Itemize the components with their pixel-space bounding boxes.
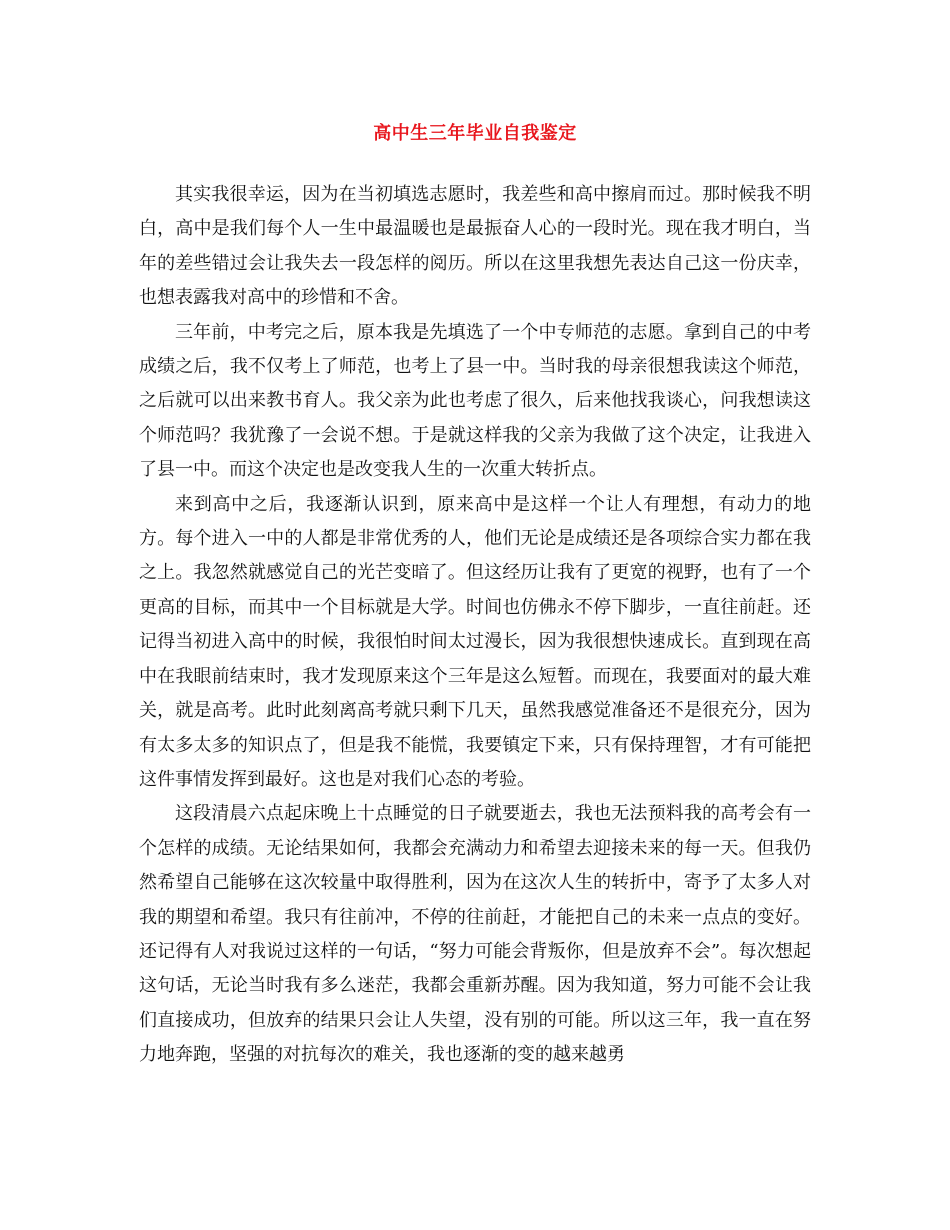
paragraph-2: 三年前，中考完之后，原本我是先填选了一个中专师范的志愿。拿到自己的中考成绩之后，我不仅考上了师范，也考上了县一中。当时我的母亲很想我读这个师范，之后就可以出来教书育人。我父亲为此也考虑了很久，后来他找我谈心，问我想读这个师范吗？我犹豫了一会说不想。于是就这样我的父亲为我做了这个决定，让我进入了县一中。而这个决定也是改变我人生的一次重大转折点。 — [139, 321, 811, 481]
document-title: 高中生三年毕业自我鉴定 — [373, 123, 577, 144]
paragraph-3: 来到高中之后，我逐渐认识到，原来高中是这样一个让人有理想，有动力的地方。每个进入一中的人都是非常优秀的人，他们无论是成绩还是各项综合实力都在我之上。我忽然就感觉自己的光芒变暗了。但这经历让我有了更宽的视野，也有了一个更高的目标，而其中一个目标就是大学。时间也仿佛永不停下脚步，一直往前赶。还记得当初进入高中的时候，我很怕时间太过漫长，因为我很想快速成长。直到现在高中在我眼前结束时，我才发现原来这个三年是这么短暂。而现在，我要面对的最大难关，就是高考。此时此刻离高考就只剩下几天，虽然我感觉准备还不是很充分，因为有太多太多的知识点了，但是我不能慌，我要镇定下来，只有保持理智，才有可能把这件事情发挥到最好。这也是对我们心态的考验。 — [139, 493, 811, 790]
paragraph-1: 其实我很幸运，因为在当初填选志愿时，我差些和高中擦肩而过。那时候我不明白，高中是我们每个人一生中最温暖也是最振奋人心的一段时光。现在我才明白，当年的差些错过会让我失去一段怎样的阅历。所以在这里我想先表达自己这一份庆幸，也想表露我对高中的珍惜和不舍。 — [139, 184, 811, 309]
document-body — [139, 178, 811, 1073]
paragraph-4: 这段清晨六点起床晚上十点睡觉的日子就要逝去，我也无法预料我的高考会有一个怎样的成绩。无论结果如何，我都会充满动力和希望去迎接未来的每一天。但我仍然希望自己能够在这次较量中取得胜利，因为在这次人生的转折中，寄予了太多人对我的期望和希望。我只有往前冲，不停的往前赶，才能把自己的未来一点点的变好。还记得有人对我说过这样的一句话，“努力可能会背叛你，但是放弃不会”。每次想起这句话，无论当时我有多么迷茫，我都会重新苏醒。因为我知道，努力可能不会让我们直接成功，但放弃的结果只会让人失望，没有别的可能。所以这三年，我一直在努力地奔跑，坚强的对抗每次的难关，我也逐渐的变的越来越勇 — [139, 803, 811, 1066]
